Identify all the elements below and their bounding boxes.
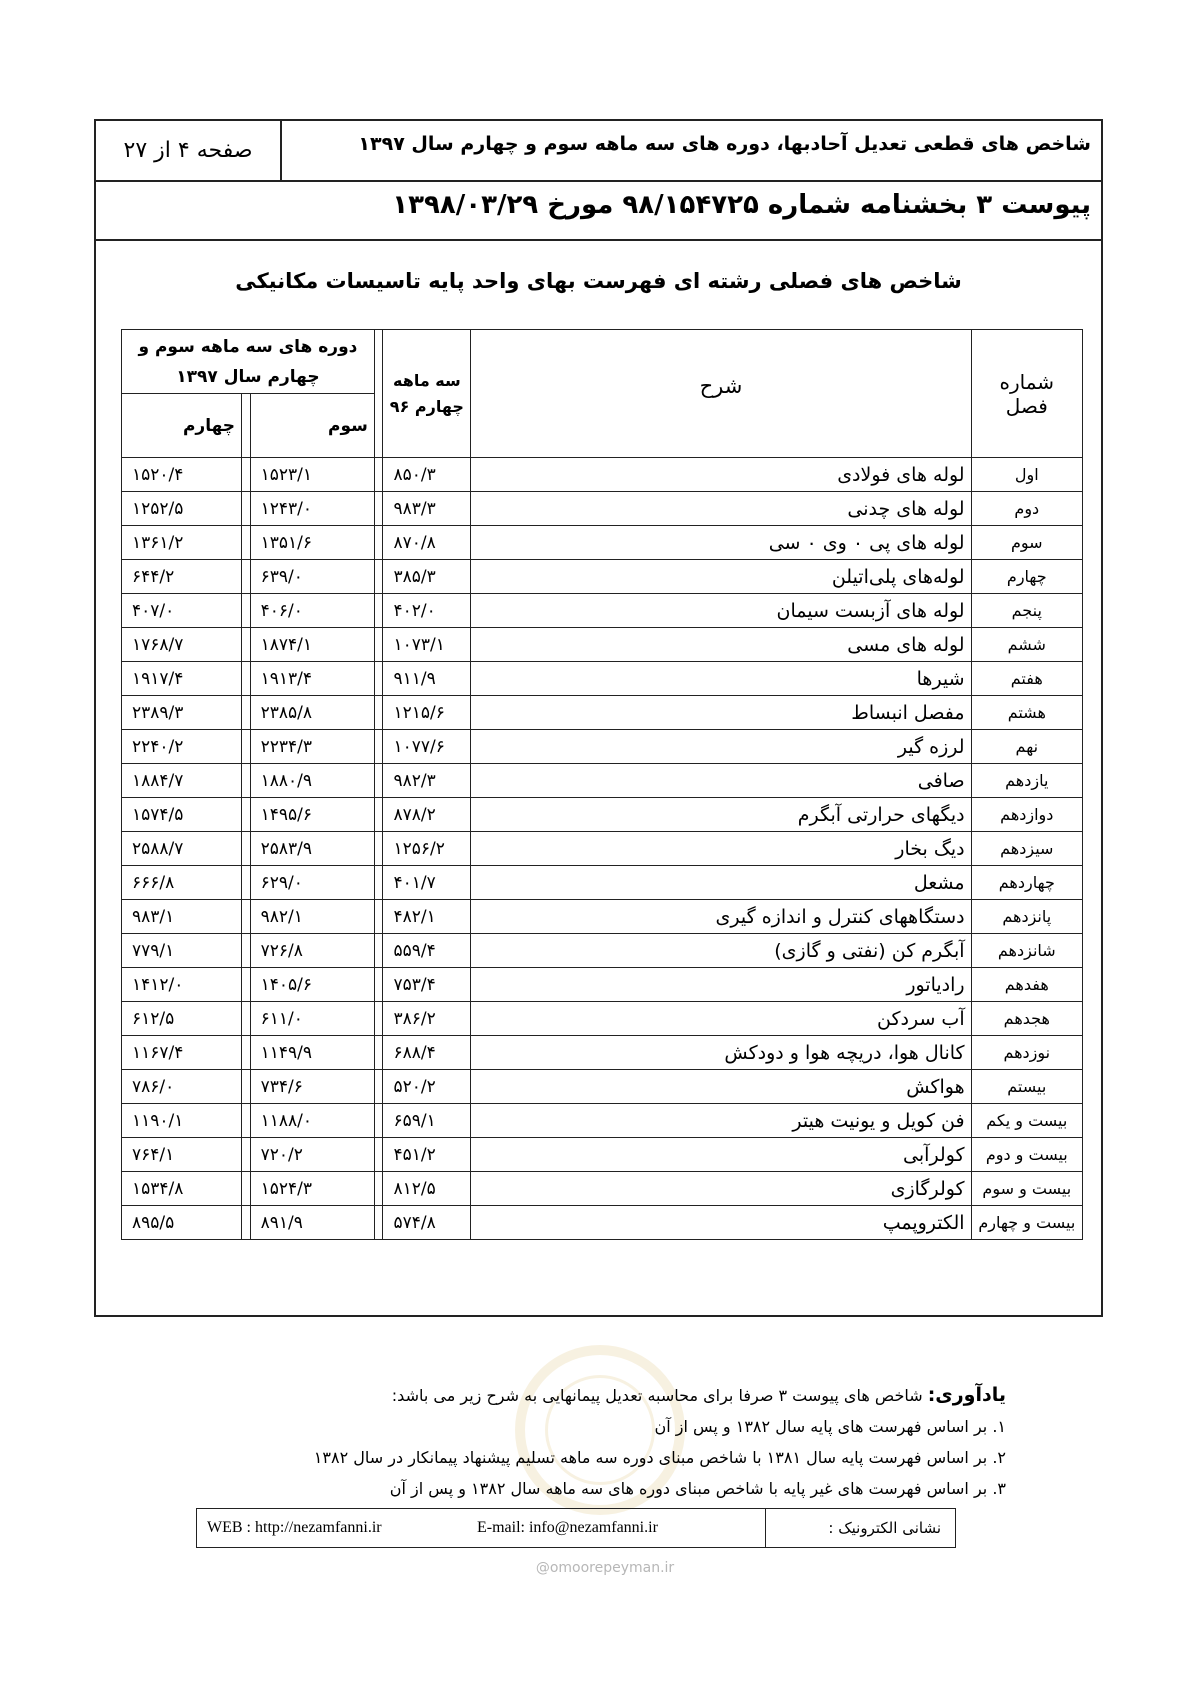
header-chapter-no: شماره فصل: [971, 330, 1082, 458]
q3-97-value-cell: ۷۳۴/۶: [250, 1070, 374, 1104]
description-cell: لوله‌های پلی‌اتیلن: [471, 560, 971, 594]
chapter-number-cell: ششم: [971, 628, 1082, 662]
description-cell: کانال هوا، دریچه هوا و دودکش: [471, 1036, 971, 1070]
page-number: صفحه ۴ از ۲۷: [96, 121, 282, 180]
q4-96-value-cell: ۴۵۱/۲: [383, 1138, 471, 1172]
gap-cell: [242, 492, 251, 526]
chapter-number-cell: هجدهم: [971, 1002, 1082, 1036]
description-cell: دیگهای حرارتی آبگرم: [471, 798, 971, 832]
chapter-number-cell: سیزدهم: [971, 832, 1082, 866]
gap-cell: [242, 560, 251, 594]
circular-reference: پیوست ۳ بخشنامه شماره ۹۸/۱۵۴۷۲۵ مورخ ۱۳۹۸/۰۳/۲۹: [392, 190, 1091, 220]
gap-cell: [374, 934, 383, 968]
q4-97-value-cell: ۱۵۲۰/۴: [122, 458, 242, 492]
gap-cell: [374, 1002, 383, 1036]
q4-97-value-cell: ۱۸۸۴/۷: [122, 764, 242, 798]
gap-cell: [374, 662, 383, 696]
q3-97-value-cell: ۱۳۵۱/۶: [250, 526, 374, 560]
q4-97-value-cell: ۲۳۸۹/۳: [122, 696, 242, 730]
description-cell: آبگرم کن (نفتی و گازی): [471, 934, 971, 968]
header-row: [96, 121, 1101, 182]
q3-97-value-cell: ۱۵۲۴/۳: [250, 1172, 374, 1206]
table-row: [122, 832, 1083, 866]
notes-intro-text: شاخص های پیوست ۳ صرفا برای محاسبه تعدیل پیمانهایی به شرح زیر می باشد:: [391, 1386, 928, 1405]
q4-97-value-cell: ۸۹۵/۵: [122, 1206, 242, 1240]
q4-97-value-cell: ۴۰۷/۰: [122, 594, 242, 628]
gap-cell: [374, 968, 383, 1002]
q4-96-value-cell: ۷۵۳/۴: [383, 968, 471, 1002]
description-cell: لرزه گیر: [471, 730, 971, 764]
gap-cell: [374, 458, 383, 492]
chapter-number-cell: اول: [971, 458, 1082, 492]
q3-97-value-cell: ۱۸۷۴/۱: [250, 628, 374, 662]
chapter-number-cell: پنجم: [971, 594, 1082, 628]
contact-label: نشانی الکترونیک :: [765, 1509, 955, 1547]
gap-cell: [242, 696, 251, 730]
chapter-number-cell: چهارم: [971, 560, 1082, 594]
description-cell: لوله های پی ۰ وی ۰ سی: [471, 526, 971, 560]
chapter-number-cell: نوزدهم: [971, 1036, 1082, 1070]
q3-97-value-cell: ۱۹۱۳/۴: [250, 662, 374, 696]
q4-97-value-cell: ۱۹۱۷/۴: [122, 662, 242, 696]
table-row: [122, 900, 1083, 934]
header-gap: [242, 394, 251, 458]
table-row: [122, 1104, 1083, 1138]
description-cell: آب سردکن: [471, 1002, 971, 1036]
description-cell: شیرها: [471, 662, 971, 696]
gap-cell: [242, 934, 251, 968]
table-row: [122, 1002, 1083, 1036]
description-cell: لوله های مسی: [471, 628, 971, 662]
table-row: [122, 1036, 1083, 1070]
description-cell: لوله های فولادی: [471, 458, 971, 492]
q4-96-value-cell: ۹۸۲/۳: [383, 764, 471, 798]
description-cell: الکتروپمپ: [471, 1206, 971, 1240]
chapter-number-cell: سوم: [971, 526, 1082, 560]
q4-96-value-cell: ۶۸۸/۴: [383, 1036, 471, 1070]
q4-96-value-cell: ۴۰۱/۷: [383, 866, 471, 900]
table-row: [122, 526, 1083, 560]
q3-97-value-cell: ۱۴۹۵/۶: [250, 798, 374, 832]
chapter-number-cell: چهاردهم: [971, 866, 1082, 900]
gap-cell: [374, 764, 383, 798]
description-cell: کولرگازی: [471, 1172, 971, 1206]
table-row: [122, 764, 1083, 798]
gap-cell: [242, 832, 251, 866]
q4-96-value-cell: ۹۸۳/۳: [383, 492, 471, 526]
notes-section: [106, 1380, 1006, 1504]
gap-cell: [242, 1070, 251, 1104]
gap-cell: [374, 492, 383, 526]
q3-97-value-cell: ۲۲۳۴/۳: [250, 730, 374, 764]
chapter-number-cell: بیست و دوم: [971, 1138, 1082, 1172]
gap-cell: [374, 526, 383, 560]
header-period-97: دوره های سه ماهه سوم و چهارم سال ۱۳۹۷: [122, 330, 375, 394]
gap-cell: [242, 1206, 251, 1240]
q4-96-value-cell: ۳۸۶/۲: [383, 1002, 471, 1036]
q4-97-value-cell: ۱۱۶۷/۴: [122, 1036, 242, 1070]
table-row: [122, 934, 1083, 968]
q4-97-value-cell: ۱۲۵۲/۵: [122, 492, 242, 526]
chapter-number-cell: بیستم: [971, 1070, 1082, 1104]
q4-97-value-cell: ۷۸۶/۰: [122, 1070, 242, 1104]
gap-cell: [374, 866, 383, 900]
description-cell: دیگ بخار: [471, 832, 971, 866]
q4-96-value-cell: ۴۰۲/۰: [383, 594, 471, 628]
q4-96-value-cell: ۴۸۲/۱: [383, 900, 471, 934]
q4-96-value-cell: ۳۸۵/۳: [383, 560, 471, 594]
q4-96-value-cell: ۱۲۵۶/۲: [383, 832, 471, 866]
gap-cell: [242, 458, 251, 492]
chapter-number-cell: بیست و یکم: [971, 1104, 1082, 1138]
description-cell: مشعل: [471, 866, 971, 900]
q3-97-value-cell: ۶۲۹/۰: [250, 866, 374, 900]
description-cell: رادیاتور: [471, 968, 971, 1002]
chapter-number-cell: هشتم: [971, 696, 1082, 730]
q4-97-value-cell: ۱۱۹۰/۱: [122, 1104, 242, 1138]
q4-97-value-cell: ۶۴۴/۲: [122, 560, 242, 594]
header-description: شرح: [471, 330, 971, 458]
table-row: [122, 730, 1083, 764]
description-cell: لوله های آزبست سیمان: [471, 594, 971, 628]
gap-cell: [242, 594, 251, 628]
description-cell: لوله های چدنی: [471, 492, 971, 526]
q4-97-value-cell: ۲۲۴۰/۲: [122, 730, 242, 764]
gap-cell: [374, 832, 383, 866]
chapter-number-cell: دوازدهم: [971, 798, 1082, 832]
gap-cell: [242, 866, 251, 900]
gap-cell: [242, 798, 251, 832]
gap-cell: [242, 526, 251, 560]
note-item: ۳. بر اساس فهرست های غیر پایه با شاخص مبنای دوره های سه ماهه سال ۱۳۸۲ و پس از آن: [389, 1479, 1006, 1498]
header-q3: سوم: [250, 394, 374, 458]
gap-cell: [242, 1036, 251, 1070]
description-cell: کولرآبی: [471, 1138, 971, 1172]
table-row: [122, 492, 1083, 526]
q4-97-value-cell: ۱۷۶۸/۷: [122, 628, 242, 662]
q3-97-value-cell: ۱۱۸۸/۰: [250, 1104, 374, 1138]
q3-97-value-cell: ۱۴۰۵/۶: [250, 968, 374, 1002]
gap-cell: [374, 730, 383, 764]
chapter-number-cell: بیست و چهارم: [971, 1206, 1082, 1240]
notes-lead: یادآوری:: [927, 1384, 1006, 1406]
table-row: [122, 458, 1083, 492]
table-row: [122, 866, 1083, 900]
q4-97-value-cell: ۶۶۶/۸: [122, 866, 242, 900]
q4-97-value-cell: ۱۵۷۴/۵: [122, 798, 242, 832]
table-row: [122, 594, 1083, 628]
chapter-number-cell: بیست و سوم: [971, 1172, 1082, 1206]
chapter-number-cell: هفتم: [971, 662, 1082, 696]
gap-cell: [242, 764, 251, 798]
gap-cell: [374, 560, 383, 594]
q3-97-value-cell: ۱۵۲۳/۱: [250, 458, 374, 492]
description-cell: مفصل انبساط: [471, 696, 971, 730]
q4-97-value-cell: ۹۸۳/۱: [122, 900, 242, 934]
description-cell: هواکش: [471, 1070, 971, 1104]
table-row: [122, 628, 1083, 662]
q3-97-value-cell: ۶۳۹/۰: [250, 560, 374, 594]
index-table: [121, 329, 1083, 1240]
q4-96-value-cell: ۸۷۰/۸: [383, 526, 471, 560]
q3-97-value-cell: ۷۲۶/۸: [250, 934, 374, 968]
gap-cell: [242, 730, 251, 764]
q3-97-value-cell: ۷۲۰/۲: [250, 1138, 374, 1172]
chapter-number-cell: شانزدهم: [971, 934, 1082, 968]
q4-96-value-cell: ۸۵۰/۳: [383, 458, 471, 492]
q4-96-value-cell: ۵۲۰/۲: [383, 1070, 471, 1104]
gap-cell: [374, 900, 383, 934]
table-row: [122, 1172, 1083, 1206]
header-q4-96: سه ماهه چهارم ۹۶: [383, 330, 471, 458]
gap-cell: [242, 900, 251, 934]
q3-97-value-cell: ۲۳۸۵/۸: [250, 696, 374, 730]
q4-97-value-cell: ۲۵۸۸/۷: [122, 832, 242, 866]
q4-96-value-cell: ۹۱۱/۹: [383, 662, 471, 696]
q3-97-value-cell: ۶۱۱/۰: [250, 1002, 374, 1036]
q4-96-value-cell: ۶۵۹/۱: [383, 1104, 471, 1138]
q4-96-value-cell: ۱۲۱۵/۶: [383, 696, 471, 730]
q4-96-value-cell: ۱۰۷۷/۶: [383, 730, 471, 764]
q4-97-value-cell: ۱۴۱۲/۰: [122, 968, 242, 1002]
gap-cell: [242, 628, 251, 662]
description-cell: صافی: [471, 764, 971, 798]
gap-cell: [374, 1172, 383, 1206]
table-row: [122, 798, 1083, 832]
gap-cell: [242, 662, 251, 696]
q4-96-value-cell: ۱۰۷۳/۱: [383, 628, 471, 662]
table-row: [122, 662, 1083, 696]
gap-cell: [374, 1138, 383, 1172]
q3-97-value-cell: ۱۲۴۳/۰: [250, 492, 374, 526]
q3-97-value-cell: ۲۵۸۳/۹: [250, 832, 374, 866]
chapter-number-cell: نهم: [971, 730, 1082, 764]
page-frame: [94, 119, 1103, 1317]
table-row: [122, 968, 1083, 1002]
q4-96-value-cell: ۵۵۹/۴: [383, 934, 471, 968]
q4-96-value-cell: ۸۱۲/۵: [383, 1172, 471, 1206]
chapter-number-cell: یازدهم: [971, 764, 1082, 798]
table-row: [122, 1206, 1083, 1240]
watermark-text: @omoorepeyman.ir: [535, 1560, 675, 1576]
table-title: شاخص های فصلی رشته ای فهرست بهای واحد پایه تاسیسات مکانیکی: [235, 269, 962, 293]
gap-cell: [242, 1002, 251, 1036]
note-item: ۱. بر اساس فهرست های پایه سال ۱۳۸۲ و پس از آن: [654, 1417, 1006, 1436]
q3-97-value-cell: ۹۸۲/۱: [250, 900, 374, 934]
contact-box: [196, 1508, 956, 1548]
gap-cell: [374, 628, 383, 662]
q3-97-value-cell: ۱۱۴۹/۹: [250, 1036, 374, 1070]
email-link[interactable]: E-mail: info@nezamfanni.ir: [477, 1519, 658, 1536]
document-title: شاخص های قطعی تعدیل آحادبها، دوره های سه ماهه سوم و چهارم سال ۱۳۹۷: [358, 133, 1091, 155]
gap-cell: [374, 798, 383, 832]
subheader-row: [96, 182, 1101, 241]
header-gap: [374, 330, 383, 458]
description-cell: دستگاههای کنترل و اندازه گیری: [471, 900, 971, 934]
chapter-number-cell: دوم: [971, 492, 1082, 526]
chapter-number-cell: پانزدهم: [971, 900, 1082, 934]
gap-cell: [242, 1138, 251, 1172]
gap-cell: [374, 1104, 383, 1138]
gap-cell: [242, 968, 251, 1002]
description-cell: فن کویل و یونیت هیتر: [471, 1104, 971, 1138]
q4-97-value-cell: ۷۶۴/۱: [122, 1138, 242, 1172]
website-link[interactable]: WEB : http://nezamfanni.ir: [207, 1519, 382, 1536]
q4-96-value-cell: ۵۷۴/۸: [383, 1206, 471, 1240]
q4-97-value-cell: ۱۵۳۴/۸: [122, 1172, 242, 1206]
note-item: ۲. بر اساس فهرست پایه سال ۱۳۸۱ با شاخص مبنای دوره سه ماهه تسلیم پیشنهاد پیمانکار در سال ۱۳۸۲: [313, 1448, 1006, 1467]
gap-cell: [374, 696, 383, 730]
q4-96-value-cell: ۸۷۸/۲: [383, 798, 471, 832]
q3-97-value-cell: ۱۸۸۰/۹: [250, 764, 374, 798]
gap-cell: [242, 1172, 251, 1206]
q4-97-value-cell: ۶۱۲/۵: [122, 1002, 242, 1036]
table-row: [122, 1138, 1083, 1172]
q3-97-value-cell: ۸۹۱/۹: [250, 1206, 374, 1240]
gap-cell: [374, 1036, 383, 1070]
q3-97-value-cell: ۴۰۶/۰: [250, 594, 374, 628]
gap-cell: [374, 594, 383, 628]
notes-intro: [106, 1380, 1006, 1411]
table-row: [122, 1070, 1083, 1104]
header-q4: چهارم: [122, 394, 242, 458]
gap-cell: [374, 1070, 383, 1104]
q4-97-value-cell: ۷۷۹/۱: [122, 934, 242, 968]
table-row: [122, 696, 1083, 730]
gap-cell: [242, 1104, 251, 1138]
q4-97-value-cell: ۱۳۶۱/۲: [122, 526, 242, 560]
chapter-number-cell: هفدهم: [971, 968, 1082, 1002]
gap-cell: [374, 1206, 383, 1240]
table-row: [122, 560, 1083, 594]
